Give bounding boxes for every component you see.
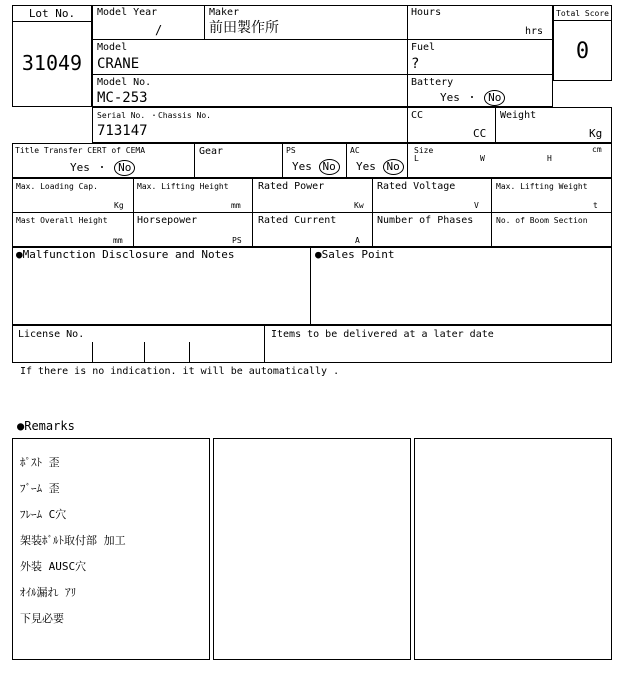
sales-point-label: ●Sales Point bbox=[315, 248, 395, 261]
ps-choice: Yes No bbox=[292, 159, 340, 175]
spec-unit-mm: mm bbox=[231, 201, 241, 210]
spec-label-max-lifting-height: Max. Lifting Height bbox=[137, 182, 229, 191]
lot-number: 31049 bbox=[21, 51, 83, 75]
remarks-lines bbox=[20, 443, 126, 638]
serial-label: Serial No. ・Chassis No. bbox=[97, 111, 211, 120]
remarks-line: 外装 AUSC穴 bbox=[20, 560, 87, 573]
battery-choice: Yes ・ No bbox=[440, 89, 505, 106]
hours-unit: hrs bbox=[525, 26, 544, 37]
spec-label-rated-power: Rated Power bbox=[258, 181, 325, 192]
title-no-circled: No bbox=[114, 160, 135, 176]
size-label: Size bbox=[414, 146, 434, 155]
maker-value: 前田製作所 bbox=[209, 20, 279, 36]
size-unit: cm bbox=[592, 145, 602, 154]
remarks-line: ﾌﾚｰﾑ C穴 bbox=[20, 508, 67, 521]
spec-label-mast-height: Mast Overall Height bbox=[16, 216, 108, 225]
cc-label: CC bbox=[411, 110, 424, 121]
spec-label-rated-voltage: Rated Voltage bbox=[377, 181, 456, 192]
remarks-line: ｵｲﾙ漏れ ｱﾘ bbox=[20, 586, 77, 599]
ps-label: PS bbox=[286, 146, 296, 155]
spec-label-max-loading: Max. Loading Cap. bbox=[16, 182, 98, 191]
spec-label-rated-current: Rated Current bbox=[258, 215, 337, 226]
total-score-label: Total Score bbox=[556, 9, 609, 18]
remarks-box-2 bbox=[213, 438, 411, 660]
spec-unit-mm2: mm bbox=[113, 236, 123, 245]
spec-unit-t: t bbox=[593, 201, 598, 210]
model-value: CRANE bbox=[97, 56, 140, 72]
size-h: H bbox=[547, 154, 552, 163]
spec-label-boom-sections: No. of Boom Section bbox=[496, 216, 588, 225]
spec-unit-kg: Kg bbox=[114, 201, 124, 210]
serial-value: 713147 bbox=[97, 123, 148, 139]
fuel-label: Fuel bbox=[411, 42, 436, 53]
cc-unit: CC bbox=[473, 127, 487, 140]
later-delivery-label: Items to be delivered at a later date bbox=[271, 329, 494, 340]
weight-label: Weight bbox=[500, 110, 537, 121]
remarks-box-3 bbox=[414, 438, 612, 660]
spec-unit-a: A bbox=[355, 236, 360, 245]
model-no-label: Model No. bbox=[97, 77, 152, 88]
total-score-value: 0 bbox=[575, 39, 590, 64]
remarks-line: ﾌﾞｰﾑ 歪 bbox=[20, 482, 60, 495]
spec-unit-ps: PS bbox=[232, 236, 242, 245]
model-no-value: MC-253 bbox=[97, 90, 148, 106]
auto-note: If there is no indication. it will be automatically . bbox=[20, 366, 340, 377]
title-transfer-label: Title Transfer CERT of CEMA bbox=[15, 146, 146, 155]
remarks-line: ﾎﾟｽﾄ 歪 bbox=[20, 456, 60, 469]
model-year-label: Model Year bbox=[97, 7, 158, 18]
title-transfer-choice: Yes ・ No bbox=[70, 159, 135, 176]
model-label: Model bbox=[97, 42, 128, 53]
remarks-label: ●Remarks bbox=[17, 419, 75, 433]
ac-no-circled: No bbox=[383, 159, 404, 175]
ac-choice: Yes No bbox=[356, 159, 404, 175]
size-l: L bbox=[414, 154, 419, 163]
weight-unit: Kg bbox=[589, 127, 603, 140]
battery-no-circled: No bbox=[484, 90, 505, 106]
ps-no-circled: No bbox=[319, 159, 340, 175]
spec-unit-kw: Kw bbox=[354, 201, 364, 210]
gear-label: Gear bbox=[199, 146, 224, 157]
spec-label-horsepower: Horsepower bbox=[137, 215, 198, 226]
spec-unit-v: V bbox=[474, 201, 479, 210]
spec-label-max-lifting-weight: Max. Lifting Weight bbox=[496, 182, 588, 191]
ac-label: AC bbox=[350, 146, 360, 155]
hours-label: Hours bbox=[411, 7, 442, 18]
spec-label-phases: Number of Phases bbox=[377, 215, 474, 226]
battery-label: Battery bbox=[411, 77, 454, 88]
model-year-value: / bbox=[155, 23, 163, 37]
malfunction-label: ●Malfunction Disclosure and Notes bbox=[16, 248, 235, 261]
size-w: W bbox=[480, 154, 485, 163]
remarks-line: 架装ﾎﾞﾙﾄ取付部 加工 bbox=[20, 534, 126, 547]
fuel-value: ? bbox=[411, 56, 420, 72]
remarks-line: 下見必要 bbox=[20, 612, 64, 625]
lot-label: Lot No. bbox=[28, 7, 76, 20]
license-label: License No. bbox=[18, 329, 85, 340]
maker-label: Maker bbox=[209, 7, 240, 18]
